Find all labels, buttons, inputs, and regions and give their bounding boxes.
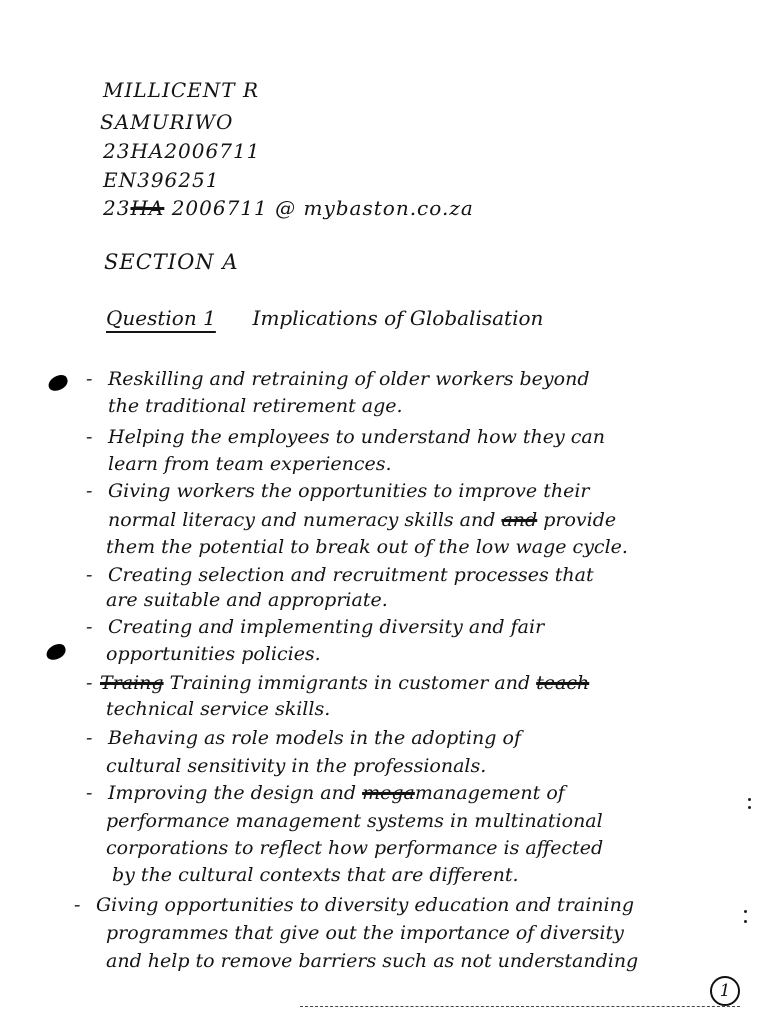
struck-word: and	[501, 509, 538, 531]
bullet-8-line-2: performance management systems in multinational	[106, 810, 603, 832]
bullet-6-line-2: technical service skills.	[106, 698, 331, 720]
margin-speck	[748, 806, 751, 809]
bullet-text: management of	[414, 782, 565, 804]
bullet-9-line-2: programmes that give out the importance of diversity	[106, 922, 624, 944]
bullet-5-line-2: opportunities policies.	[106, 643, 321, 665]
section-title: SECTION A	[104, 250, 239, 274]
bullet-text: Behaving as role models in the adopting of	[108, 727, 521, 749]
bullet-dash: -	[86, 426, 93, 448]
bullet-text: Giving workers the opportunities to improve their	[108, 480, 590, 502]
bullet-text: Helping the employees to understand how they can	[108, 426, 605, 448]
margin-speck	[748, 798, 751, 801]
student-number: 23HA2006711	[103, 139, 261, 163]
bullet-2-line-2: learn from team experiences.	[108, 453, 392, 475]
bullet-text: Reskilling and retraining of older workers beyond	[108, 368, 590, 390]
bullet-dash: -	[86, 368, 93, 390]
bullet-text: normal literacy and numeracy skills and	[108, 509, 502, 531]
email-prefix: 23	[103, 196, 131, 220]
bullet-dash: -	[86, 480, 93, 502]
question-label: Question 1	[106, 306, 216, 330]
bullet-4-line-1	[86, 566, 594, 585]
student-email	[103, 198, 474, 218]
bullet-text: Training immigrants in customer and	[169, 672, 531, 694]
question-title: Implications of Globalisation	[252, 306, 544, 330]
bullet-8-line-1	[86, 784, 565, 803]
bullet-dash: -	[74, 894, 81, 916]
question-heading	[106, 308, 543, 328]
bullet-3-line-2	[108, 511, 616, 530]
bullet-8-line-3: corporations to reflect how performance is affected	[106, 837, 604, 859]
bullet-dash: -	[86, 782, 93, 804]
bullet-9-line-3: and help to remove barriers such as not understanding	[106, 950, 639, 972]
bullet-7-line-1	[86, 729, 521, 748]
bullet-text: Creating and implementing diversity and fair	[108, 616, 545, 638]
margin-speck	[744, 920, 747, 923]
bullet-dash: -	[86, 672, 93, 694]
struck-word: Traing	[100, 672, 164, 694]
bullet-1-line-1	[86, 370, 589, 389]
bottom-rule	[300, 1006, 740, 1007]
bullet-text: Improving the design and	[108, 782, 363, 804]
student-id: EN396251	[103, 168, 220, 192]
struck-word: mega	[362, 782, 415, 804]
bullet-9-line-1	[74, 896, 634, 915]
bullet-text: provide	[537, 509, 617, 531]
bullet-5-line-1	[86, 618, 544, 637]
student-name-line1: MILLICENT R	[103, 78, 259, 102]
struck-word: teach	[536, 672, 590, 694]
bullet-6-line-1	[86, 674, 589, 693]
bullet-7-line-2: cultural sensitivity in the professionals.	[106, 755, 487, 777]
bullet-3-line-3: them the potential to break out of the low wage cycle.	[106, 536, 628, 558]
page-number: 1	[710, 976, 740, 1006]
student-name-line2: SAMURIWO	[100, 110, 234, 134]
margin-ink-mark	[46, 373, 70, 393]
bullet-4-line-2: are suitable and appropriate.	[106, 589, 388, 611]
email-struck: HA	[130, 196, 165, 220]
bullet-3-line-1	[86, 482, 589, 501]
bullet-text: Giving opportunities to diversity education and training	[96, 894, 635, 916]
bullet-8-line-4: by the cultural contexts that are different.	[112, 864, 519, 886]
margin-speck	[744, 910, 747, 913]
bullet-dash: -	[86, 564, 93, 586]
bullet-dash: -	[86, 727, 93, 749]
email-rest: 2006711 @ mybaston.co.za	[171, 196, 474, 220]
bullet-text: Creating selection and recruitment processes that	[108, 564, 594, 586]
bullet-dash: -	[86, 616, 93, 638]
margin-ink-mark	[44, 642, 68, 662]
bullet-2-line-1	[86, 428, 605, 447]
bullet-1-line-2: the traditional retirement age.	[108, 395, 403, 417]
